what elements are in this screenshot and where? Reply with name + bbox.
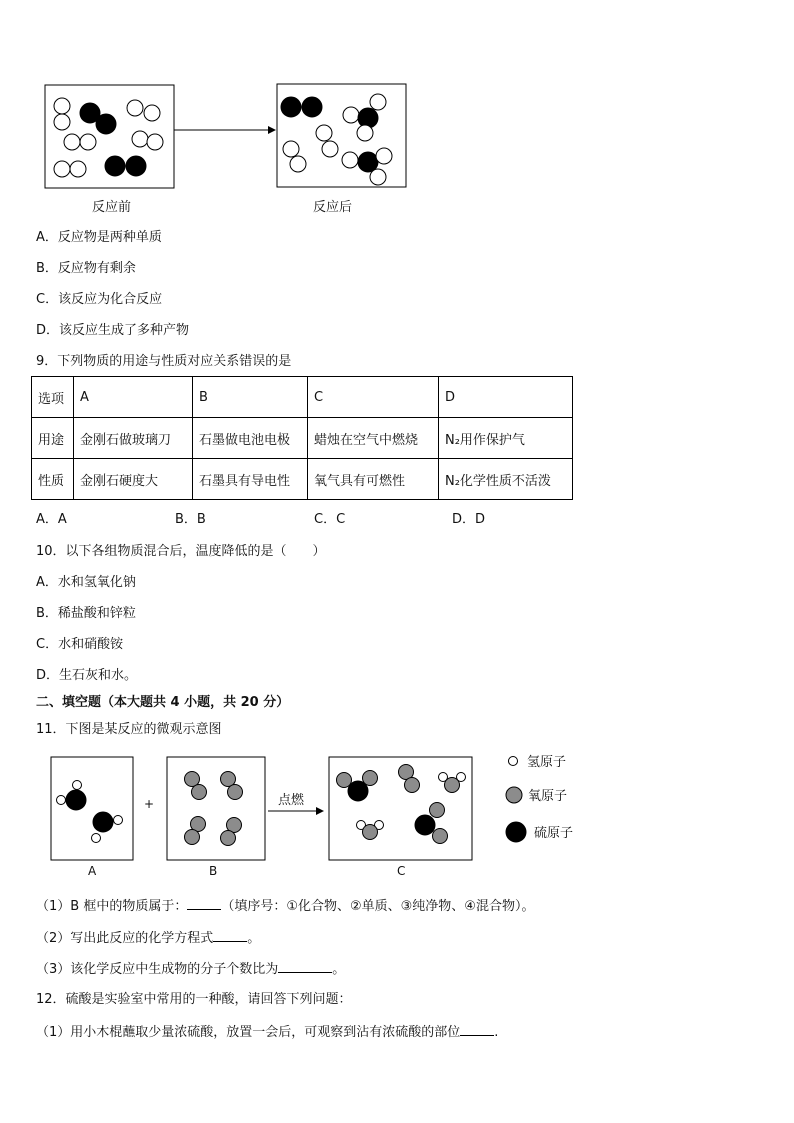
q9-table — [31, 376, 573, 500]
table-row — [32, 459, 573, 500]
answer-blank[interactable] — [460, 1023, 494, 1036]
q11-sub3-text: （3）该化学反应中生成物的分子个数比为 — [36, 962, 279, 977]
legend-hydrogen-label: 氢原子 — [527, 755, 567, 770]
box-a-label: A — [88, 864, 97, 878]
q11-sub3-end: 。 — [332, 962, 346, 977]
q11-sub2-end: 。 — [247, 931, 261, 946]
q11-diagram — [0, 745, 794, 885]
q9-answer-b: B．B — [175, 512, 206, 527]
q10-option-b: B．稀盐酸和锌粒 — [36, 606, 136, 621]
label-before: 反应前 — [92, 200, 132, 215]
q11-sub1-text-a: （1）B 框中的物质属于： — [36, 899, 188, 914]
q9-answer-d: D．D — [452, 512, 486, 527]
q9-answers — [36, 511, 736, 529]
q9-stem: 9．下列物质的用途与性质对应关系错误的是 — [36, 354, 292, 369]
table-row — [32, 377, 573, 418]
table-cell: 石墨做电池电极 — [193, 418, 308, 459]
q11-sub1-text-b: （填序号：①化合物、②单质、③纯净物、④混合物）。 — [221, 899, 535, 914]
table-cell: 选项 — [32, 377, 74, 418]
table-cell: 蜡烛在空气中燃烧 — [308, 418, 439, 459]
q12-sub1-end: . — [494, 1025, 499, 1040]
q12-stem: 12．硫酸是实验室中常用的一种酸，请回答下列问题： — [36, 992, 352, 1007]
legend-sulfur-label: 硫原子 — [534, 826, 574, 841]
table-cell: A — [74, 377, 193, 418]
q11-sub2 — [36, 929, 260, 948]
box-c-label: C — [397, 864, 406, 878]
table-cell: 氧气具有可燃性 — [308, 459, 439, 500]
legend-oxygen-icon — [506, 787, 522, 803]
plus-sign: + — [144, 797, 155, 811]
q10-stem: 10．以下各组物质混合后，温度降低的是（ ） — [36, 544, 326, 559]
q8-option-c: C．该反应为化合反应 — [36, 292, 163, 307]
legend-hydrogen-icon — [509, 757, 518, 766]
q10-option-c: C．水和硝酸铵 — [36, 637, 124, 652]
q8-diagram — [0, 0, 794, 225]
q8-option-b: B．反应物有剩余 — [36, 261, 136, 276]
section2-heading: 二、填空题（本大题共 4 小题，共 20 分） — [36, 695, 290, 710]
q12-sub1-text: （1）用小木棍蘸取少量浓硫酸，放置一会后，可观察到沾有浓硫酸的部位 — [36, 1025, 461, 1040]
table-cell: 石墨具有导电性 — [193, 459, 308, 500]
table-cell: 用途 — [32, 418, 74, 459]
table-cell: D — [439, 377, 573, 418]
legend-oxygen-label: 氧原子 — [528, 789, 568, 804]
q8-option-d: D．该反应生成了多种产物 — [36, 323, 190, 338]
answer-blank[interactable] — [187, 897, 221, 910]
q11-sub3 — [36, 960, 345, 979]
table-cell: C — [308, 377, 439, 418]
table-cell: B — [193, 377, 308, 418]
q11-sub1 — [36, 897, 534, 916]
box-b — [167, 757, 265, 860]
table-cell: N₂化学性质不活泼 — [439, 459, 573, 500]
table-cell: 性质 — [32, 459, 74, 500]
q8-option-a: A．反应物是两种单质 — [36, 230, 162, 245]
q9-answer-c: C．C — [314, 512, 346, 527]
q10-option-a: A．水和氢氧化钠 — [36, 575, 136, 590]
q11-sub2-text: （2）写出此反应的化学方程式 — [36, 931, 214, 946]
table-cell: 金刚石做玻璃刀 — [74, 418, 193, 459]
q11-stem: 11．下图是某反应的微观示意图 — [36, 722, 222, 737]
table-row — [32, 418, 573, 459]
q9-answer-a: A．A — [36, 512, 67, 527]
table-cell: 金刚石硬度大 — [74, 459, 193, 500]
label-after: 反应后 — [313, 200, 353, 215]
legend — [506, 757, 526, 843]
reaction-condition: 点燃 — [278, 793, 305, 808]
box-b-label: B — [209, 864, 218, 878]
answer-blank[interactable] — [213, 929, 247, 942]
q12-sub1 — [36, 1023, 498, 1042]
q10-option-d: D．生石灰和水。 — [36, 668, 138, 683]
table-cell: N₂用作保护气 — [439, 418, 573, 459]
box-a — [51, 757, 133, 860]
answer-blank[interactable] — [278, 960, 332, 973]
legend-sulfur-icon — [506, 822, 526, 842]
